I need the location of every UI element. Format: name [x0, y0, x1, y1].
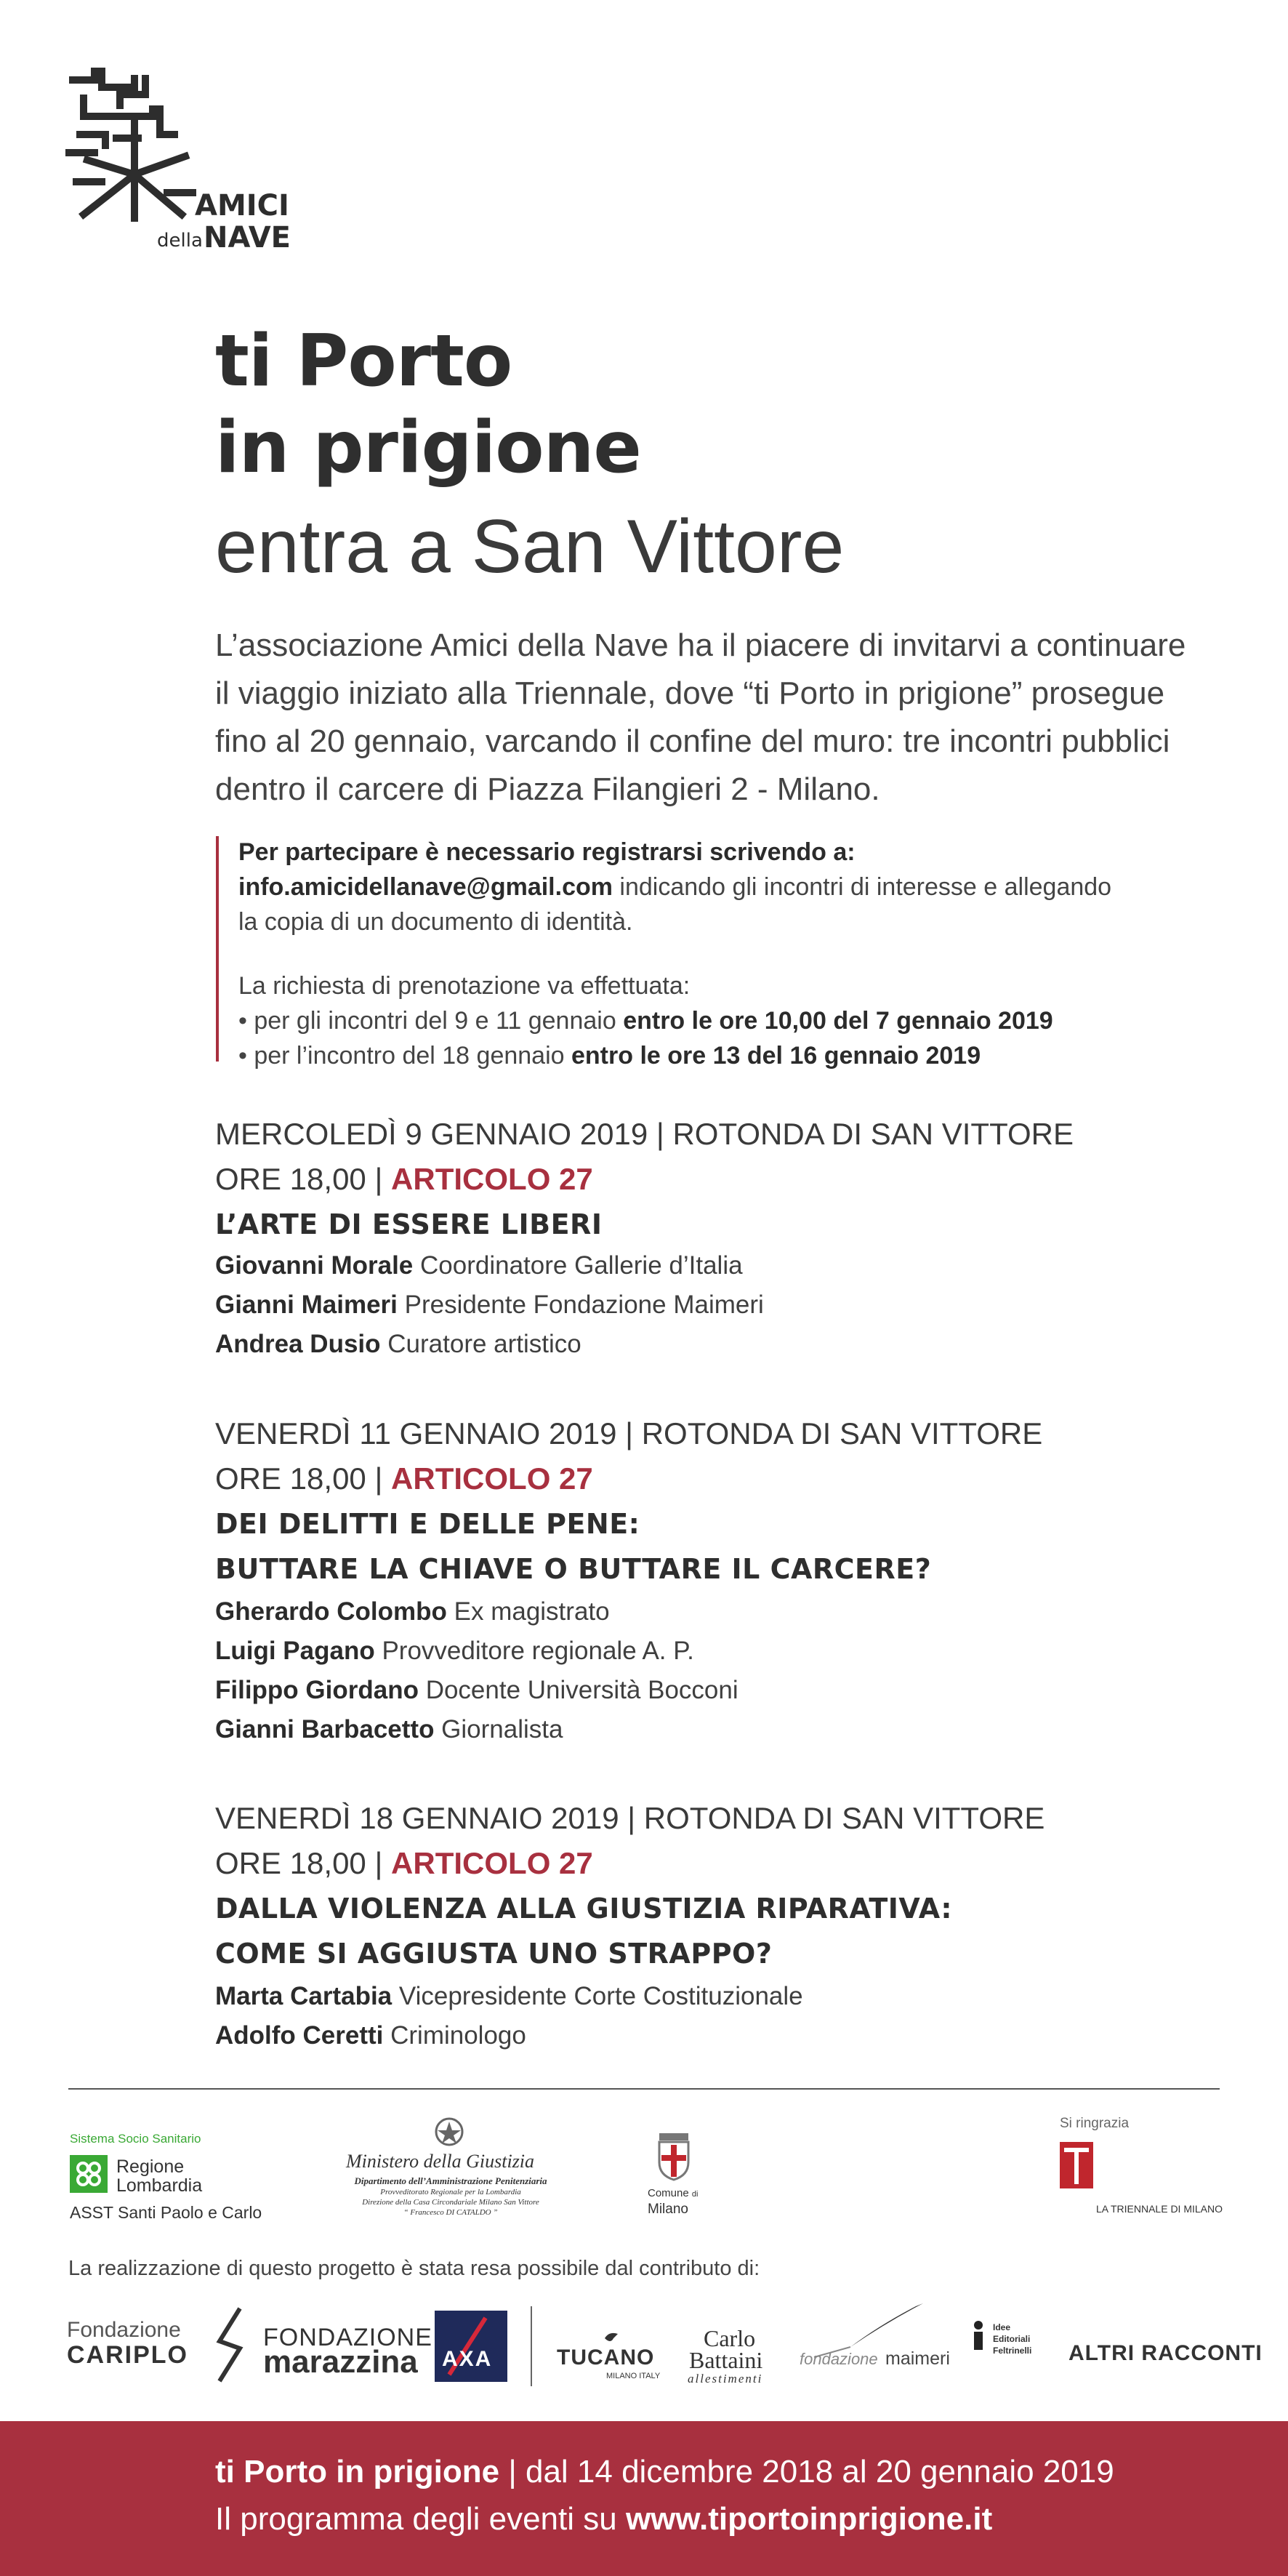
event-2-time	[215, 1461, 593, 1497]
speaker-name: Gianni Maimeri	[215, 1291, 398, 1319]
speaker	[215, 1291, 764, 1320]
comune-line	[648, 2187, 698, 2199]
speaker-name: Luigi Pagano	[215, 1637, 375, 1665]
event-2-time-text: ORE 18,00 |	[215, 1461, 392, 1496]
registration-id-line: la copia di un documento di identità.	[238, 908, 633, 936]
intro-line: fino al 20 gennaio, varcando il confine del muro: tre incontri pubblici	[215, 723, 1170, 759]
band-title: ti Porto in prigione	[215, 2454, 500, 2489]
lombardia-name-1: Regione	[116, 2156, 185, 2177]
speaker-name: Andrea Dusio	[215, 1330, 381, 1358]
band-program-text: Il programma degli eventi su	[215, 2501, 626, 2537]
registration-bullet-1	[238, 1003, 1271, 1038]
speaker-name: Giovanni Morale	[215, 1251, 414, 1280]
registration-heading	[238, 835, 1271, 870]
intro-paragraph	[215, 622, 1247, 814]
maimeri-bold: maimeri	[885, 2348, 950, 2369]
band-line-2	[215, 2501, 992, 2537]
feltrinelli-line-3: Feltrinelli	[993, 2346, 1032, 2356]
footer-divider	[68, 2088, 1220, 2090]
speaker-name: Adolfo Ceretti	[215, 2021, 384, 2050]
axa-logo	[435, 2311, 507, 2382]
title-line-2: in prigione	[215, 406, 641, 489]
band-dates: | dal 14 dicembre 2018 al 20 gennaio 2019	[499, 2454, 1114, 2489]
lombardia-tag: Sistema Socio Sanitario	[70, 2132, 201, 2146]
ministero-giustizia-logo	[327, 2116, 574, 2225]
altri-racconti-logo: ALTRI RACCONTI	[1068, 2341, 1263, 2365]
tucano-sub: MILANO ITALY	[606, 2372, 661, 2380]
event-2-title-line-1: DEI DELITTI E DELLE PENE:	[215, 1508, 640, 1540]
sponsor-separator	[531, 2306, 532, 2386]
speaker	[215, 2021, 526, 2050]
tucano-text: TUCANO	[557, 2346, 655, 2370]
milano-crest-icon	[652, 2130, 696, 2181]
speaker-name: Gianni Barbacetto	[215, 1715, 435, 1744]
carlo-line-1: Carlo	[704, 2325, 756, 2351]
marazzina-line-2: marazzina	[263, 2344, 418, 2380]
intro-line: L’associazione Amici della Nave ha il piacere di invitarvi a continuare	[215, 627, 1186, 663]
registration-bullet-2	[238, 1038, 1271, 1073]
speaker-role: Docente Università Bocconi	[418, 1676, 738, 1704]
feltrinelli-i-icon	[970, 2321, 987, 2350]
speaker-name: Marta Cartabia	[215, 1982, 393, 2010]
contribution-text: La realizzazione di questo progetto è stata resa possibile dal contributo di:	[68, 2257, 760, 2280]
comune-di: di	[691, 2190, 699, 2199]
maimeri-light: fondazione	[800, 2350, 878, 2368]
registration-accent-bar	[216, 836, 219, 1062]
cariplo-line-2: CARIPLO	[67, 2341, 188, 2369]
speaker-role: Provveditore regionale A. P.	[374, 1637, 694, 1665]
logo-word-della: della	[157, 230, 203, 252]
speaker	[215, 1715, 563, 1744]
event-1-date: MERCOLEDÌ 9 GENNAIO 2019 | ROTONDA DI SAN VITTORE	[215, 1117, 1074, 1151]
band-line-1	[215, 2454, 1114, 2490]
title-line-3: entra a San Vittore	[215, 505, 845, 589]
bullet-2-deadline: entro le ore 13 del 16 gennaio 2019	[571, 1042, 981, 1070]
axa-text: AXA	[442, 2347, 493, 2371]
speaker	[215, 1676, 738, 1705]
ministero-sub-2: Provveditorato Regionale per la Lombardia	[380, 2188, 521, 2196]
registration-email-link[interactable]: info.amicidellanave@gmail.com	[238, 873, 613, 901]
comune-milano: Milano	[648, 2202, 688, 2217]
lombardia-asst: ASST Santi Paolo e Carlo	[70, 2203, 262, 2222]
speaker	[215, 1251, 743, 1280]
registration-heading-text: Per partecipare è necessario registrarsi scrivendo a:	[238, 838, 856, 866]
triennale-logo-icon	[1060, 2142, 1093, 2188]
emblem-icon	[433, 2116, 465, 2148]
event-1-title: L’ARTE DI ESSERE LIBERI	[215, 1208, 603, 1240]
bullet-1-text: • per gli incontri del 9 e 11 gennaio	[238, 1007, 624, 1035]
bottom-info-band	[0, 2421, 1288, 2576]
bullet-1-deadline: entro le ore 10,00 del 7 gennaio 2019	[623, 1007, 1053, 1035]
marazzina-mark-icon	[211, 2305, 247, 2385]
intro-line: dentro il carcere di Piazza Filangieri 2 - Milano.	[215, 771, 880, 807]
speaker-role: Giornalista	[434, 1715, 563, 1744]
event-1-time	[215, 1161, 593, 1197]
speaker-name: Gherardo Colombo	[215, 1597, 447, 1626]
carlo-line-3: allestimenti	[688, 2372, 763, 2386]
title-line-1: ti Porto	[215, 320, 512, 403]
event-3-title-line-1: DALLA VIOLENZA ALLA GIUSTIZIA RIPARATIVA:	[215, 1893, 953, 1925]
speaker-role: Curatore artistico	[380, 1330, 581, 1358]
event-2-date: VENERDÌ 11 GENNAIO 2019 | ROTONDA DI SAN VITTORE	[215, 1416, 1043, 1450]
ministero-sub-3: Direzione della Casa Circondariale Milano San Vittore	[362, 2198, 539, 2207]
event-3-date: VENERDÌ 18 GENNAIO 2019 | ROTONDA DI SAN VITTORE	[215, 1801, 1045, 1835]
speaker	[215, 1982, 803, 2011]
regione-lombardia-logo	[68, 2132, 308, 2226]
cariplo-line-1: Fondazione	[67, 2318, 181, 2342]
intro-line: il viaggio iniziato alla Triennale, dove “ti Porto in prigione” prosegue	[215, 675, 1165, 711]
amici-della-nave-logo	[65, 65, 313, 262]
speaker-role: Criminologo	[383, 2021, 526, 2050]
event-3-time	[215, 1845, 593, 1882]
event-2-title-line-2: BUTTARE LA CHIAVE O BUTTARE IL CARCERE?	[215, 1553, 932, 1585]
speaker-name: Filippo Giordano	[215, 1676, 419, 1704]
feltrinelli-line-1: Idee	[993, 2322, 1011, 2332]
speaker-role: Ex magistrato	[446, 1597, 610, 1626]
comune-milano-logo	[643, 2130, 716, 2225]
event-3-venue: ARTICOLO 27	[391, 1846, 593, 1880]
ministero-name: Ministero della Giustizia	[346, 2151, 535, 2172]
event-3-time-text: ORE 18,00 |	[215, 1846, 392, 1880]
website-link[interactable]: www.tiportoinprigione.it	[625, 2501, 993, 2537]
logo-word-amici: AMICI	[195, 189, 289, 222]
lombardia-rose-icon	[70, 2155, 108, 2193]
carlo-line-2: Battaini	[689, 2347, 763, 2373]
speaker-role: Coordinatore Gallerie d’Italia	[413, 1251, 743, 1280]
event-1-time-text: ORE 18,00 |	[215, 1162, 392, 1196]
speaker-role: Presidente Fondazione Maimeri	[397, 1291, 764, 1319]
ministero-sub-1: Dipartimento dell’Amministrazione Penitenziaria	[354, 2175, 547, 2186]
marazzina-line-1: FONDAZIONE	[263, 2324, 432, 2351]
triennale-name: LA TRIENNALE DI MILANO	[1096, 2203, 1223, 2215]
registration-email-line	[238, 870, 1271, 904]
thanks-label: Si ringrazia	[1060, 2116, 1130, 2131]
lombardia-name-2: Lombardia	[116, 2175, 203, 2196]
event-3-title-line-2: COME SI AGGIUSTA UNO STRAPPO?	[215, 1938, 773, 1970]
speaker	[215, 1330, 581, 1359]
bullet-2-text: • per l’incontro del 18 gennaio	[238, 1042, 571, 1070]
event-2-venue: ARTICOLO 27	[391, 1461, 593, 1496]
feltrinelli-line-2: Editoriali	[993, 2334, 1031, 2344]
registration-email-tail: indicando gli incontri di interesse e allegando	[612, 873, 1112, 901]
registration-request-intro: La richiesta di prenotazione va effettuata:	[238, 972, 691, 1000]
logo-word-nave: NAVE	[204, 221, 291, 254]
comune-word: Comune	[648, 2187, 689, 2199]
speaker	[215, 1637, 694, 1666]
event-1-venue: ARTICOLO 27	[391, 1162, 593, 1196]
speaker	[215, 1597, 610, 1626]
ministero-sub-4: “ Francesco DI CATALDO ”	[403, 2208, 498, 2217]
tucano-bird-icon	[603, 2330, 619, 2346]
speaker-role: Vicepresidente Corte Costituzionale	[392, 1982, 803, 2010]
